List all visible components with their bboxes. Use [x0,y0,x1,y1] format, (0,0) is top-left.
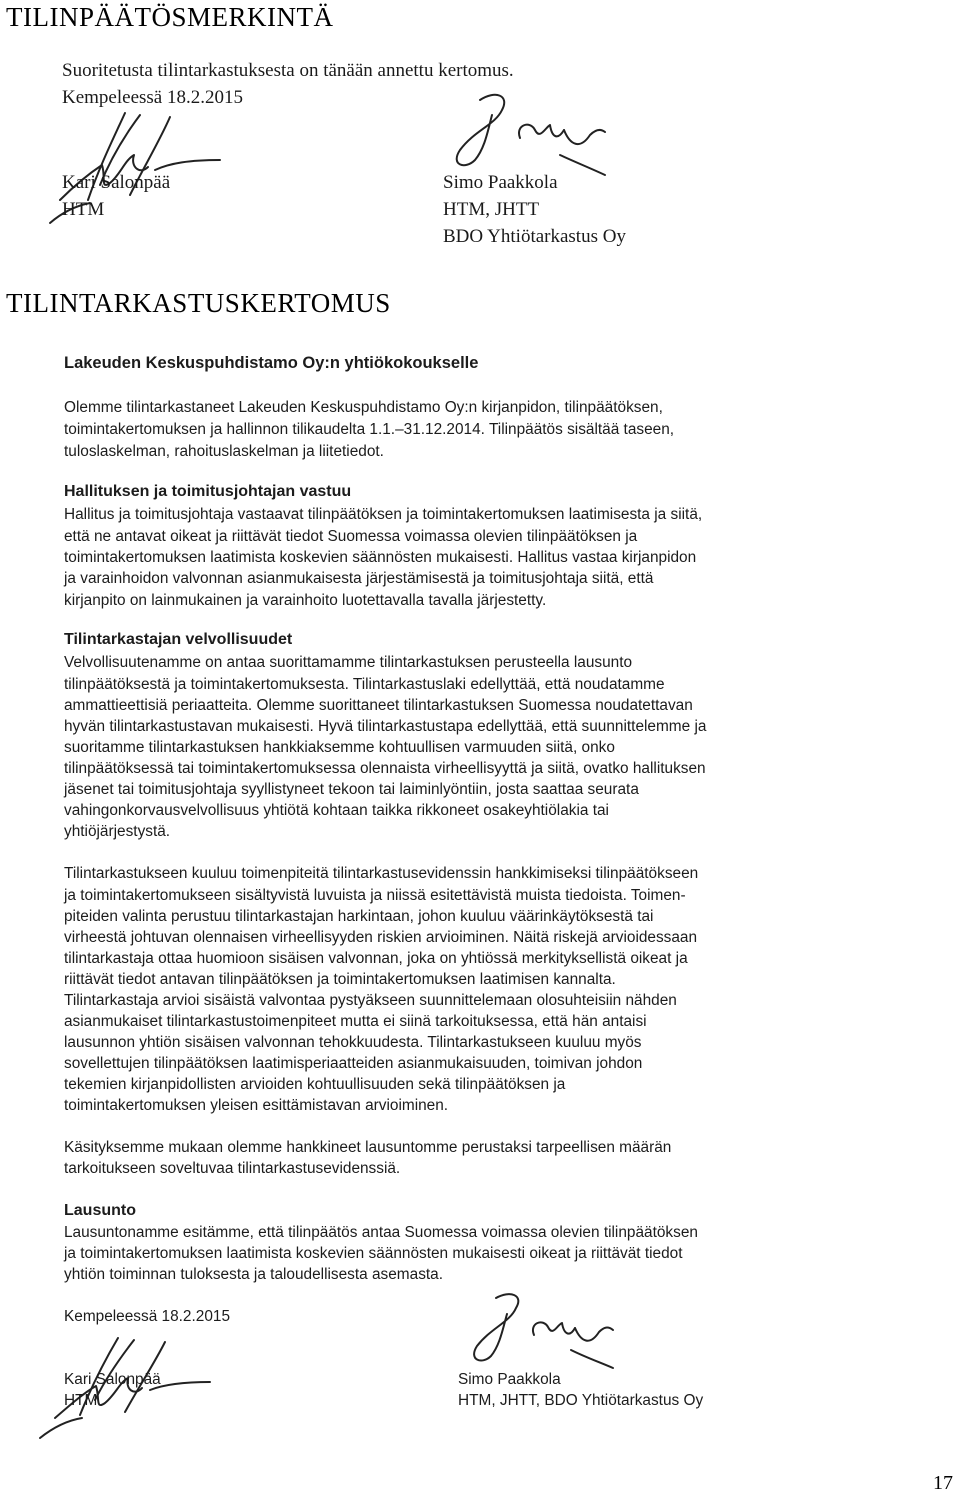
statement-text: Suoritetusta tilintarkastuksesta on tänään annettu kertomus. [62,60,514,81]
page-number: 17 [933,1472,953,1494]
section-heading-duties: Tilintarkastajan velvollisuudet [64,631,293,648]
paragraph-line: jäsenet tai toimitusjohtaja syyllistyneet tekoon tai laiminlyöntiin, josta saattaa seurata [64,781,639,798]
statement-signer2-name: Simo Paakkola [443,172,558,193]
paragraph-line: tilinpäätöksessä tai toimintakertomuksessa olennaista virheellisyyttä ja siitä, ovatko hallituksen [64,760,706,777]
statement-signer1-title: HTM [62,199,105,220]
report-title: TILINTARKASTUSKERTOMUS [6,288,391,318]
paragraph-line: tarkoitukseen soveltuvaa tilintarkastusevidenssiä. [64,1160,401,1177]
report-signer1-title: HTM [64,1392,98,1409]
paragraph-line: Tilintarkastaja arvioi sisäistä valvontaa pystyäkseen suunnittelemaan olosuhteisiin nähden [64,992,677,1009]
paragraph-line: riittävät tiedot antavan tilinpäätöksen ja toimintakertomuksen laatimisen kannalta. [64,971,616,988]
paragraph-line: että ne antavat oikeat ja riittävät tiedot Suomessa voimassa olevien tilinpäätöksen ja [64,528,638,545]
paragraph-line: ammattieettisiä periaatteita. Olemme suorittaneet tilintarkastuksen Suomessa noudatettavan [64,697,693,714]
report-signer1-name: Kari Salonpää [64,1371,161,1388]
statement-place-date: Kempeleessä 18.2.2015 [62,87,243,108]
paragraph-line: toimintakertomuksen yleisen esittämistavan arvioiminen. [64,1097,449,1114]
statement-signer1-name: Kari Salonpää [62,172,171,193]
paragraph-line: asianmukaiset tilintarkastustoimenpiteet mutta ei siinä tarkoituksessa, että hän antaisi [64,1013,647,1030]
section-heading-responsibility: Hallituksen ja toimitusjohtajan vastuu [64,483,352,500]
report-place-date: Kempeleessä 18.2.2015 [64,1308,230,1325]
signature-paakkola [440,90,620,185]
report-signer2-name: Simo Paakkola [458,1371,561,1388]
paragraph-line: lausunnon yhtiön sisäisen valvonnan tehokkuudesta. Tilintarkastukseen kuuluu myös [64,1034,642,1051]
paragraph-line: tilintarkastaja ottaa huomioon sisäisen valvonnan, joka on yhtiössä merkityksellistä oikeat ja [64,950,688,967]
paragraph-line: sovellettujen tilinpäätöksen laatimisperiaatteiden asianmukaisuuden, toimivan johdon [64,1055,643,1072]
paragraph-line: hyvän tilintarkastustavan mukaisesti. Hyvä tilintarkastustapa edellyttää, että suunnittelemme ja [64,718,707,735]
signature-paakkola [458,1290,628,1380]
paragraph-line: ja varainhoidon valvonnan asianmukaisesta järjestämisestä ja toimitusjohtaja siitä, että [64,570,654,587]
paragraph-line: virheestä johtuvan olennaisen virheellisyyden riskien arvioiminen. Näitä riskejä arvioidessaan [64,929,698,946]
section-heading-opinion: Lausunto [64,1202,136,1219]
paragraph-line: suoritamme tilintarkastuksen hankkiaksemme kohtuullisen varmuuden siitä, onko [64,739,615,756]
paragraph-line: ja toimintakertomukseen sisältyvistä luvuista ja niissä esitettävistä muista tiedoista. Toimen- [64,887,686,904]
paragraph-line: yhtiöjärjestystä. [64,823,171,840]
paragraph-line: kirjanpito on lainmukainen ja varainhoito luotettavalla tavalla järjestetty. [64,592,547,609]
statement-signer2-title: HTM, JHTT [443,199,540,220]
paragraph-line: tekemien kirjanpidollisten arvioiden kohtuullisuuden sekä tilinpäätöksen ja [64,1076,566,1093]
paragraph-line: Velvollisuutenamme on antaa suorittamamme tilintarkastuksen perusteella lausunto [64,654,633,671]
paragraph-line: piteiden valinta perustuu tilintarkastajan harkintaan, johon kuuluu väärinkäytöksestä tai [64,908,654,925]
signature-salonpaa [30,105,230,225]
paragraph-line: Olemme tilintarkastaneet Lakeuden Keskuspuhdistamo Oy:n kirjanpidon, tilinpäätöksen, [64,399,663,416]
paragraph-line: yhtiön toiminnan tuloksesta ja taloudellisesta asemasta. [64,1266,443,1283]
statement-title: TILINPÄÄTÖSMERKINTÄ [6,2,334,32]
statement-signer2-company: BDO Yhtiötarkastus Oy [443,226,626,247]
paragraph-line: tilinpäätöksestä ja toimintakertomuksesta. Tilintarkastuslaki edellyttää, että noudatamme [64,676,665,693]
paragraph-line: vahingonkorvausvelvollisuus yhtiötä kohtaan taikka rikkoneet osakeyhtiölakia tai [64,802,609,819]
paragraph-line: Käsityksemme mukaan olemme hankkineet lausuntomme perustaksi tarpeellisen määrän [64,1139,672,1156]
paragraph-line: Hallitus ja toimitusjohtaja vastaavat tilinpäätöksen ja toimintakertomuksen laatimisesta ja siitä, [64,506,703,523]
paragraph-line: toimintakertomuksen ja hallinnon tilikaudelta 1.1.–31.12.2014. Tilinpäätös sisältää taseen, [64,421,675,438]
report-signer2-title: HTM, JHTT, BDO Yhtiötarkastus Oy [458,1392,704,1409]
paragraph-line: Lausuntonamme esitämme, että tilinpäätös antaa Suomessa voimassa olevien tilinpäätöksen [64,1224,698,1241]
report-addressee: Lakeuden Keskuspuhdistamo Oy:n yhtiökokoukselle [64,354,479,372]
paragraph-line: Tilintarkastukseen kuuluu toimenpiteitä tilintarkastusevidenssin hankkimiseksi tilinpäätökseen [64,865,699,882]
paragraph-line: ja toimintakertomuksen laatimista koskevien säännösten mukaisesti oikeat ja riittävät tiedot [64,1245,683,1262]
paragraph-line: toimintakertomuksen laatimista koskevien säännösten mukaisesti. Hallitus vastaa kirjanpidon [64,549,697,566]
paragraph-line: tuloslaskelman, rahoituslaskelman ja liitetiedot. [64,443,384,460]
